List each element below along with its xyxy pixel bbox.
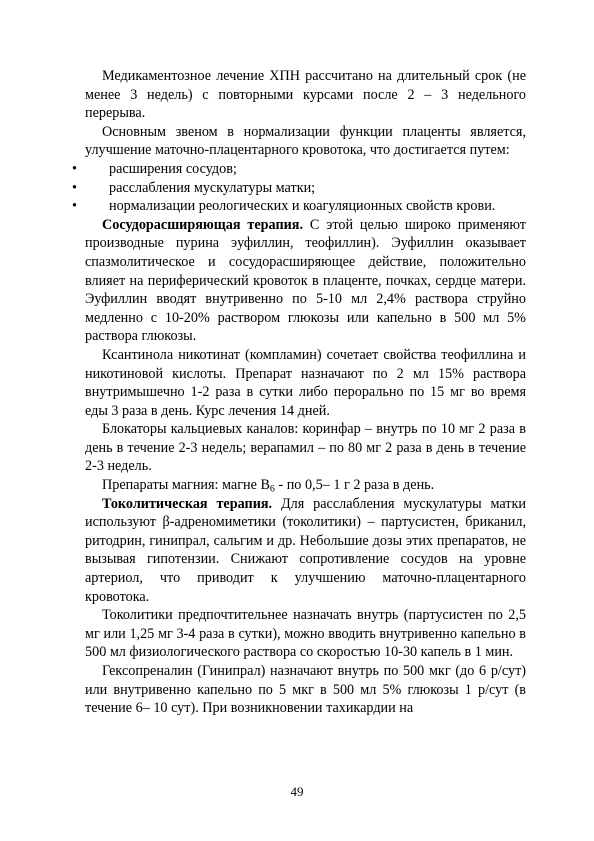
paragraph-hexoprenaline: Гексопреналин (Гинипрал) назначают внутрь по 500 мкг (до 6 р/сут) или внутривенно капельно по 5 мкг в 500 мл 5% глюкозы 1 р/сут (в течение 6– 10 сут). При возникновении тахикардии на [85,663,526,717]
paragraph-tocolytics-oral: Токолитики предпочтительнее назначать внутрь (партусистен по 2,5 мг или 1,25 мг 3-4 раза в сутки), можно вводить внутривенно капельно в 500 мл физиологического раствора со скоростью 10-30 капель в 1 мин. [85,607,526,661]
paragraph-placenta-normalization: Основным звеном в нормализации функции плаценты является, улучшение маточно-плацентарного кровотока, что достигается путем: [85,123,526,159]
page-number: 49 [290,784,304,799]
paragraph-magnesium: Препараты магния: магне $В_6$ - по 0,5– 1 г 2 раза в день. [102,477,435,495]
bullet-icon: • [72,179,77,196]
list-item: • расслабления мускулатуры матки; [72,179,316,196]
bullet-icon: • [72,198,77,215]
list-item: • нормализации реологических и коагуляционных свойств крови. [72,198,496,215]
section-heading-tocolytic: Токолитическая терапия. [102,495,273,512]
bullet-icon: • [72,160,77,177]
paragraph-calcium-blockers: Блокаторы кальциевых каналов: коринфар – внутрь по 10 мг 2 раза в день в течение 2-3 недель; верапамил – по 80 мг 2 раза в день в течение 2-3 недель. [85,421,526,475]
bullet-list [72,160,526,216]
paragraph-chronic-insufficiency-treatment: Медикаментозное лечение ХПН рассчитано на длительный срок (не менее 3 недель) с повторными курсами после 2 – 3 недельного перерыва. [85,68,526,122]
document-page [72,67,526,718]
paragraph-tocolytic-therapy: Токолитическая терапия. Для расслабления мускулатуры матки используют β-адреномиметики (токолитики) – партусистен, бриканил, ритодрин, гинипрал, сальгим и др. Небольшие дозы этих препаратов, не вызывая гипотензии. Снижают сопротивление сосудов на уровне артериол, что приводит к улучшению маточно-плацентарного кровотока. [85,495,526,605]
paragraph-vasodilator-therapy: Сосудорасширяющая терапия. С этой целью широко применяют производные пурина эуфиллин, теофиллин). Эуфиллин оказывает спазмолитическое и сосудорасширяющее действие, положительно влияет на периферический кровоток в плаценте, почках, сердце матери. Эуфиллин вводят внутривенно по 5-10 мл 2,4% раствора струйно медленно с 10-20% раствором глюкозы или капельно в 500 мл 5% раствора глюкозы. [85,216,526,345]
section-heading-vasodilator: Сосудорасширяющая терапия. [102,216,304,233]
list-item: • расширения сосудов; [72,160,237,177]
paragraph-xantinol: Ксантинола никотинат (компламин) сочетает свойства теофиллина и никотиновой кислоты. Препарат назначают по 2 мл 15% раствора внутримышечно 1-2 раза в сутки либо перорально по 15 мг во время еды 3 раза в день. Курс лечения 14 дней. [85,346,526,419]
